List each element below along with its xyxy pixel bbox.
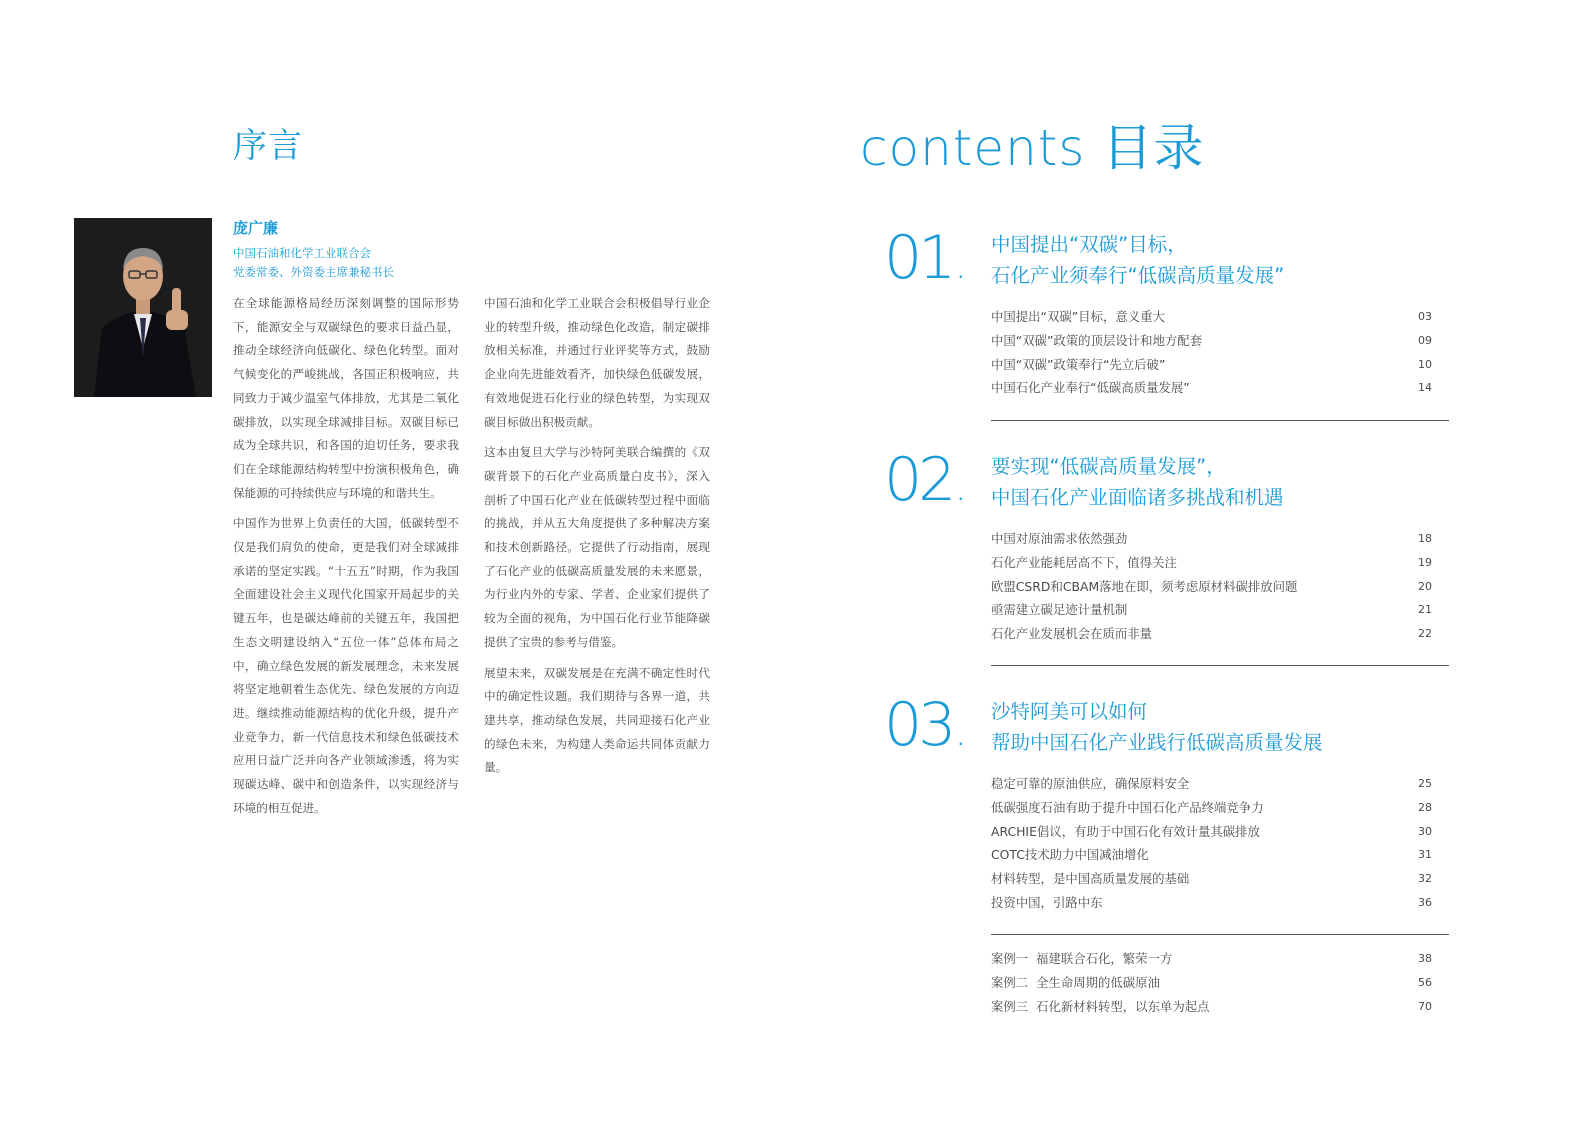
section-number-02: 02. (884, 445, 964, 515)
toc-item[interactable]: 材料转型，是中国高质量发展的基础 32 (991, 871, 1432, 887)
preface-paragraph: 在全球能源格局经历深刻调整的国际形势下，能源安全与双碳绿色的要求日益凸显，推动全球经济向低碳化、绿色化转型。面对气候变化的严峻挑战，各国正积极响应，共同致力于减少温室气体排放，尤其是二氧化碳排放，以实现全球减排目标。双碳目标已成为全球共识，和各国的迫切任务，要求我们在全球能源结构转型中扮演积极角色，确保能源的可持续供应与环境的和谐共生。 (233, 296, 459, 500)
section-number-03: 03. (884, 690, 964, 760)
section-divider (991, 934, 1449, 935)
author-portrait (74, 218, 212, 397)
section-divider (991, 420, 1449, 421)
toc-item[interactable]: 石化产业能耗居高不下，值得关注 19 (991, 554, 1432, 570)
portrait-image (74, 218, 212, 397)
toc-item[interactable]: 欧盟CSRD和CBAM落地在即，须考虑原材料碳排放问题 20 (991, 578, 1432, 594)
preface-paragraph: 展望未来，双碳发展是在充满不确定性时代中的确定性议题。我们期待与各界一道，共建共享，推动绿色发展，共同迎接石化产业的绿色未来，为构建人类命运共同体贡献力量。 (484, 665, 710, 775)
toc-item[interactable]: 亟需建立碳足迹计量机制 21 (991, 602, 1432, 618)
contents-title: contents 目录 (860, 119, 1205, 177)
preface-column-left (233, 292, 459, 827)
toc-item[interactable]: 中国对原油需求依然强劲 18 (991, 531, 1432, 546)
preface-title: 序言 (233, 126, 303, 166)
toc-item[interactable]: 中国提出“双碳”目标，意义重大 03 (991, 309, 1432, 324)
toc-item[interactable]: 稳定可靠的原油供应，确保原料安全 25 (991, 776, 1432, 791)
author-organization: 中国石油和化学工业联合会 (233, 246, 371, 260)
toc-item[interactable]: 低碳强度石油有助于提升中国石化产品终端竞争力 28 (991, 799, 1432, 815)
section-divider (991, 665, 1449, 666)
section-heading-02: 要实现“低碳高质量发展”， 中国石化产业面临诸多挑战和机遇 (991, 455, 1284, 509)
preface-column-right (484, 292, 710, 787)
toc-item[interactable]: 投资中国，引路中东 36 (991, 894, 1432, 910)
toc-item[interactable]: ARCHIE倡议，有助于中国石化有效计量其碳排放 30 (991, 823, 1432, 839)
toc-item[interactable]: 中国“双碳”政策奉行“先立后破” 10 (991, 356, 1432, 372)
toc-item[interactable]: 中国“双碳”政策的顶层设计和地方配套 09 (991, 332, 1432, 348)
author-title: 党委常委、外资委主席兼秘书长 (233, 265, 394, 279)
preface-paragraph: 中国作为世界上负责任的大国，低碳转型不仅是我们肩负的使命，更是我们对全球减排承诺的坚定实践。“十五五”时期，作为我国全面建设社会主义现代化国家开局起步的关键五年，也是碳达峰前的关键五年，我国把生态文明建设纳入“五位一体”总体布局之中，确立绿色发展的新发展理念，未来发展将坚定地朝着生态优先、绿色发展的方向迈进。继续推动能源结构的优化升级，提升产业竞争力，新一代信息技术和绿色低碳技术应用日益广泛并向各产业领域渗透，将为实现碳达峰、碳中和创造条件，以实现经济与环境的相互促进。 (233, 516, 459, 815)
toc-cases (991, 947, 1432, 1018)
toc-item[interactable]: COTC技术助力中国减油增化 31 (991, 847, 1432, 863)
preface-paragraph: 中国石油和化学工业联合会积极倡导行业企业的转型升级，推动绿色化改造，制定碳排放相关标准，并通过行业评奖等方式，鼓励企业向先进能效看齐，加快绿色低碳发展，有效地促进石化行业的绿色转型，为实现双碳目标做出积极贡献。 (484, 296, 710, 429)
toc-case-item[interactable]: 案例三 石化新材料转型，以东单为起点 70 (991, 998, 1432, 1014)
section-heading-01: 中国提出“双碳”目标， 石化产业须奉行“低碳高质量发展” (991, 233, 1285, 287)
preface-paragraph: 这本由复旦大学与沙特阿美联合编撰的《双碳背景下的石化产业高质量白皮书》，深入剖析了中国石化产业在低碳转型过程中面临的挑战，并从五大角度提供了多种解决方案和技术创新路径。它提供了行动指南，展现了石化产业的低碳高质量发展的未来愿景，为行业内外的专家、学者、企业家们提供了较为全面的视角，为中国石化行业节能降碳提供了宝贵的参考与借鉴。 (484, 445, 710, 649)
toc-item[interactable]: 中国石化产业奉行“低碳高质量发展” 14 (991, 380, 1432, 396)
toc-item[interactable]: 石化产业发展机会在质而非量 22 (991, 626, 1432, 642)
toc-case-item[interactable]: 案例一 福建联合石化，繁荣一方 38 (991, 951, 1432, 966)
section-number-01: 01. (884, 223, 964, 293)
toc-case-item[interactable]: 案例二 全生命周期的低碳原油 56 (991, 974, 1432, 990)
toc-list-03 (991, 772, 1432, 915)
toc-list-01 (991, 305, 1432, 400)
section-heading-03: 沙特阿美可以如何 帮助中国石化产业践行低碳高质量发展 (991, 700, 1323, 754)
toc-list-02 (991, 527, 1432, 646)
author-name: 庞广廉 (233, 219, 279, 237)
